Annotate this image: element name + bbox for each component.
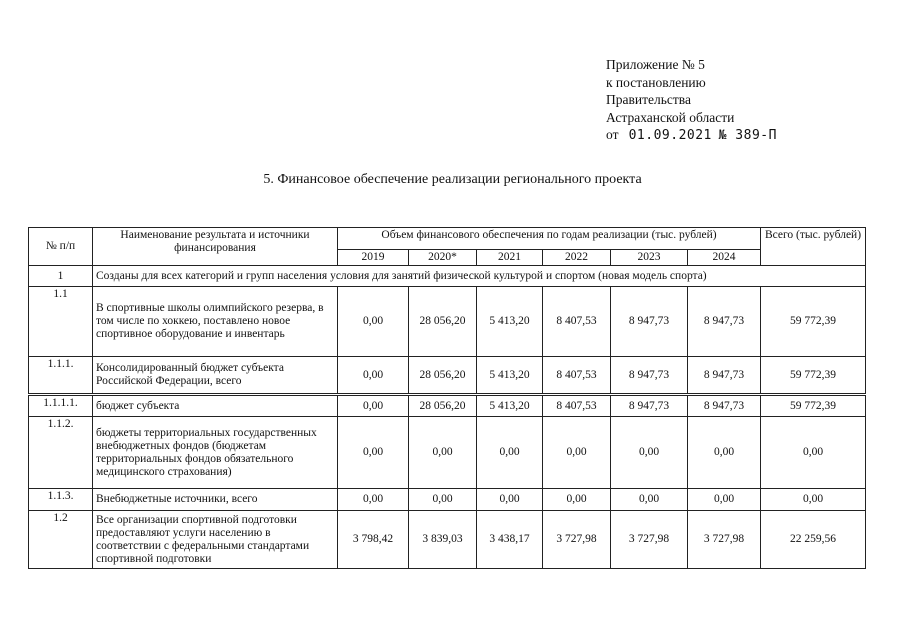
row-value: 8 947,73 <box>688 287 761 357</box>
header-year: 2024 <box>688 250 761 266</box>
row-name: бюджеты территориальных государственных внебюджетных фондов (бюджетам территориальных фондов обязательного медицинского страхования) <box>93 417 338 489</box>
header-volume: Объем финансового обеспечения по годам реализации (тыс. рублей) <box>338 228 761 250</box>
row-num: 1.1.1.1. <box>29 395 93 417</box>
row-value: 3 798,42 <box>338 511 409 569</box>
row-name: Все организации спортивной подготовки предоставляют услуги населению в соответствии с федеральными стандартами спортивной подготовки <box>93 511 338 569</box>
row-value: 28 056,20 <box>409 287 477 357</box>
row-value: 8 947,73 <box>688 357 761 395</box>
row-value: 8 407,53 <box>543 395 611 417</box>
row-value: 3 727,98 <box>543 511 611 569</box>
row-value: 28 056,20 <box>409 357 477 395</box>
row-value: 0,00 <box>477 489 543 511</box>
row-value: 5 413,20 <box>477 287 543 357</box>
row-total: 22 259,56 <box>761 511 866 569</box>
row-value: 3 839,03 <box>409 511 477 569</box>
header-num: № п/п <box>29 228 93 266</box>
row-total: 59 772,39 <box>761 357 866 395</box>
row-total: 0,00 <box>761 417 866 489</box>
table-row <box>29 489 866 511</box>
annex-date-line <box>606 126 777 145</box>
row-total: 59 772,39 <box>761 395 866 417</box>
row-value: 0,00 <box>543 489 611 511</box>
table-row <box>29 357 866 395</box>
table-row <box>29 417 866 489</box>
row-value: 5 413,20 <box>477 395 543 417</box>
row-value: 0,00 <box>477 417 543 489</box>
row-value: 8 407,53 <box>543 287 611 357</box>
row-value: 0,00 <box>611 489 688 511</box>
document-title: 5. Финансовое обеспечение реализации регионального проекта <box>263 172 642 187</box>
row-name: В спортивные школы олимпийского резерва, в том числе по хоккею, поставлено новое спортивное оборудование и инвентарь <box>93 287 338 357</box>
header-year: 2020* <box>409 250 477 266</box>
annex-line: Астраханской области <box>606 109 735 125</box>
row-value: 8 947,73 <box>688 395 761 417</box>
row-value: 8 947,73 <box>611 357 688 395</box>
row-name: Консолидированный бюджет субъекта Российской Федерации, всего <box>93 357 338 395</box>
row-num: 1.2 <box>29 511 93 569</box>
row-value: 8 407,53 <box>543 357 611 395</box>
row-value: 0,00 <box>338 417 409 489</box>
row-value: 0,00 <box>409 417 477 489</box>
row-value: 0,00 <box>688 417 761 489</box>
header-year: 2019 <box>338 250 409 266</box>
row-value: 0,00 <box>543 417 611 489</box>
row-value: 0,00 <box>338 395 409 417</box>
row-value: 5 413,20 <box>477 357 543 395</box>
decree-date: 01.09.2021 <box>628 128 712 143</box>
table-row <box>29 511 866 569</box>
section-text: Созданы для всех категорий и групп населения условия для занятий физической культурой и спортом (новая модель спорта) <box>93 266 866 287</box>
annex-line: Приложение № 5 <box>606 57 705 72</box>
row-value: 0,00 <box>611 417 688 489</box>
row-value: 8 947,73 <box>611 287 688 357</box>
header-year: 2023 <box>611 250 688 266</box>
finance-table <box>28 227 866 569</box>
section-num: 1 <box>29 266 93 287</box>
row-total: 0,00 <box>761 489 866 511</box>
row-value: 0,00 <box>409 489 477 511</box>
decree-number: № 389-П <box>718 128 777 143</box>
header-name: Наименование результата и источники финансирования <box>93 228 338 266</box>
row-num: 1.1.3. <box>29 489 93 511</box>
section-row <box>29 266 866 287</box>
row-value: 8 947,73 <box>611 395 688 417</box>
row-value: 28 056,20 <box>409 395 477 417</box>
row-value: 0,00 <box>338 287 409 357</box>
row-num: 1.1.1. <box>29 357 93 395</box>
row-total: 59 772,39 <box>761 287 866 357</box>
row-value: 3 727,98 <box>688 511 761 569</box>
table-row <box>29 287 866 357</box>
row-value: 0,00 <box>338 489 409 511</box>
annex-line: к постановлению <box>606 74 706 90</box>
header-row <box>29 228 866 250</box>
row-num: 1.1 <box>29 287 93 357</box>
row-name: Внебюджетные источники, всего <box>93 489 338 511</box>
row-value: 0,00 <box>338 357 409 395</box>
row-name: бюджет субъекта <box>93 395 338 417</box>
annex-line: Правительства <box>606 92 691 107</box>
row-value: 3 727,98 <box>611 511 688 569</box>
row-num: 1.1.2. <box>29 417 93 489</box>
annex-block <box>606 56 777 145</box>
row-value: 0,00 <box>688 489 761 511</box>
header-year: 2021 <box>477 250 543 266</box>
row-value: 3 438,17 <box>477 511 543 569</box>
header-total: Всего (тыс. рублей) <box>761 228 866 266</box>
header-year: 2022 <box>543 250 611 266</box>
table-row <box>29 395 866 417</box>
date-prefix: от <box>606 127 619 142</box>
